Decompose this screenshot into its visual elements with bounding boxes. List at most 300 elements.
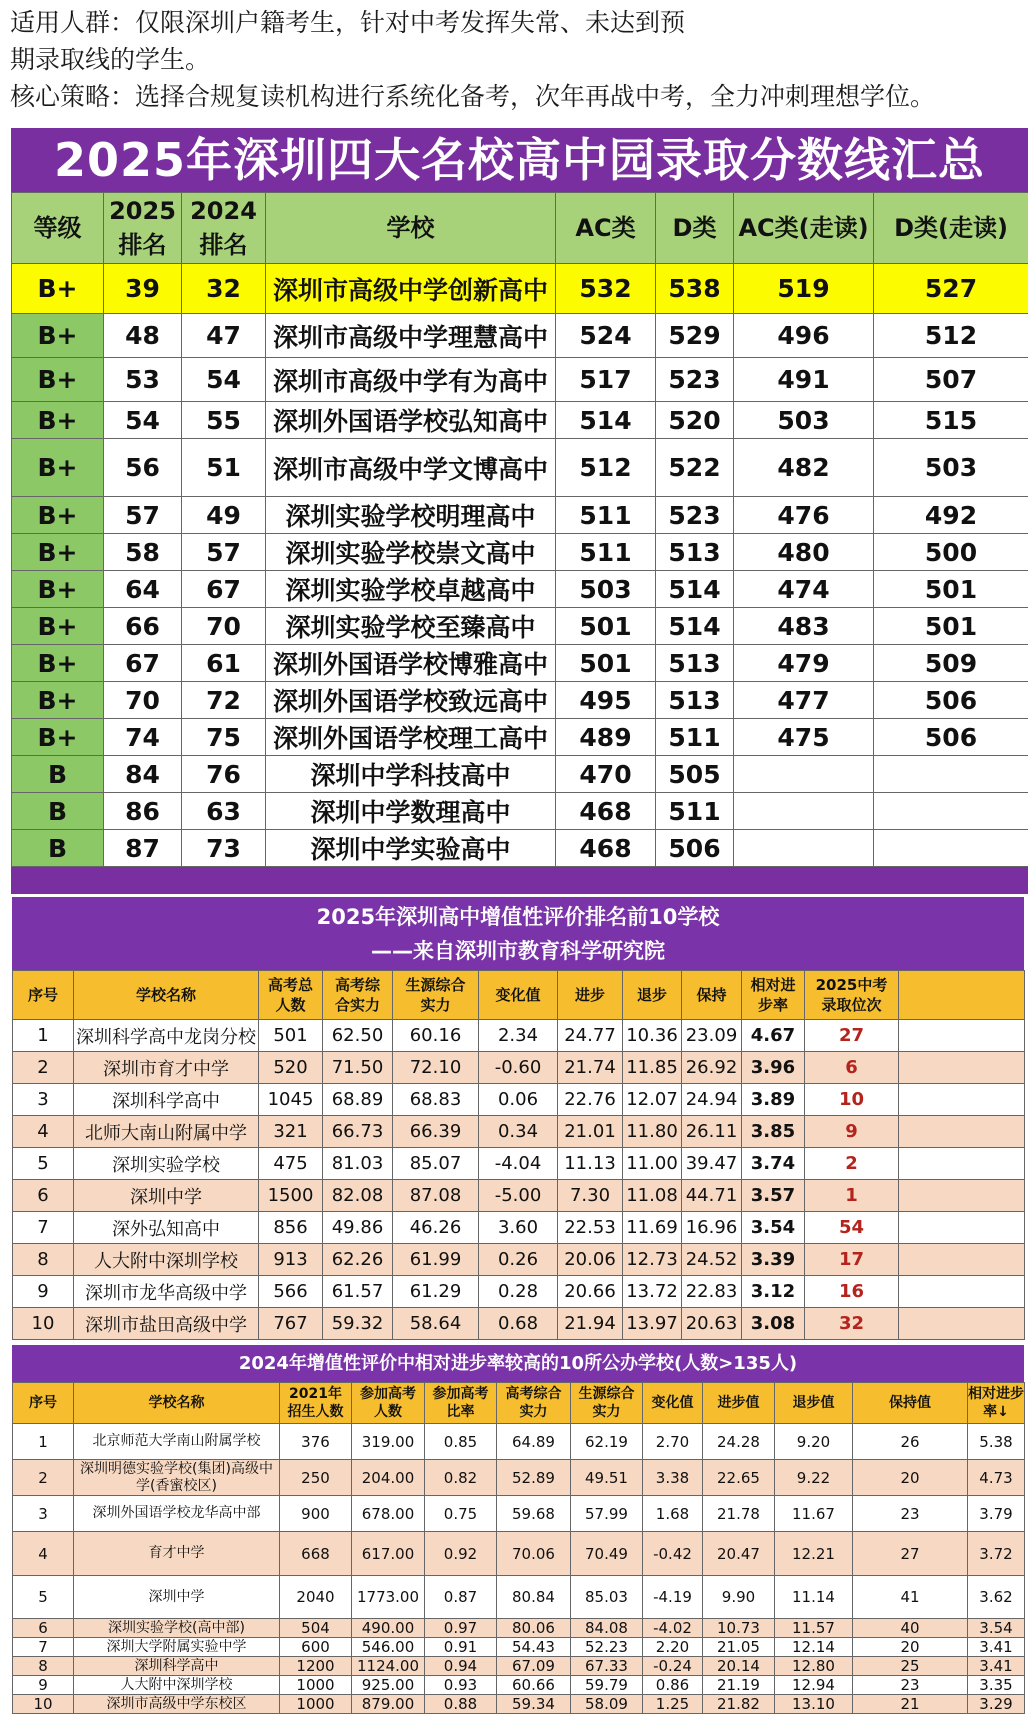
ac-score-cell: 503 [556, 571, 656, 608]
change-value-cell: -5.00 [479, 1180, 558, 1212]
school-name-cell: 深圳市高级中学有为高中 [266, 358, 556, 402]
relative-progress-rate-cell: 5.38 [968, 1424, 1025, 1460]
rank-2025-cell: 74 [104, 719, 182, 756]
school-name-cell: 深圳明德实验学校(集团)高级中学(香蜜校区) [74, 1460, 280, 1496]
exam-strength-cell: 62.26 [323, 1244, 393, 1276]
exam-ratio-cell: 0.92 [425, 1532, 497, 1576]
admission-row [12, 571, 1028, 608]
school-name-cell: 深圳中学 [74, 1576, 280, 1619]
relative-progress-rate-cell: 3.35 [968, 1676, 1025, 1695]
progress-cell: 22.53 [558, 1212, 623, 1244]
source-strength-cell: 46.26 [393, 1212, 479, 1244]
d-score-cell: 514 [656, 571, 734, 608]
keep-cell: 24.94 [682, 1084, 742, 1116]
rank-number-cell: 10 [13, 1695, 74, 1714]
relative-progress-rate-cell: 3.29 [968, 1695, 1025, 1714]
school-name-cell: 深外弘知高中 [74, 1212, 259, 1244]
relative-progress-rate-cell: 3.41 [968, 1638, 1025, 1657]
regress-cell: 12.80 [775, 1657, 853, 1676]
rank-2024-cell: 75 [182, 719, 266, 756]
rank-2025-cell: 86 [104, 793, 182, 830]
d-walk-score-cell [874, 830, 1028, 867]
exam-strength-cell: 52.89 [497, 1460, 571, 1496]
school-name-cell: 深圳实验学校卓越高中 [266, 571, 556, 608]
relative-progress-row [13, 1576, 1025, 1619]
rank-number-cell: 4 [13, 1532, 74, 1576]
enrollment-cell: 376 [280, 1424, 352, 1460]
progress-cell: 20.14 [703, 1657, 775, 1676]
ac-score-cell: 501 [556, 645, 656, 682]
rank-2025-cell: 48 [104, 314, 182, 358]
rank-number-cell: 1 [13, 1424, 74, 1460]
relative-progress-row [13, 1638, 1025, 1657]
rank-2025-cell: 54 [104, 402, 182, 439]
source-strength-cell: 72.10 [393, 1052, 479, 1084]
keep-cell: 23 [853, 1496, 968, 1532]
keep-cell: 40 [853, 1619, 968, 1638]
admission-row [12, 682, 1028, 719]
ac-score-cell: 511 [556, 497, 656, 534]
regress-cell: 11.80 [623, 1116, 682, 1148]
relative-progress-rate-cell: 3.72 [968, 1532, 1025, 1576]
school-name-cell: 深圳外国语学校弘知高中 [266, 402, 556, 439]
rank-2025-cell: 53 [104, 358, 182, 402]
d-score-cell: 513 [656, 645, 734, 682]
grade-cell: B+ [12, 534, 104, 571]
d-walk-score-cell: 515 [874, 402, 1028, 439]
admission-rank-cell: 17 [805, 1244, 899, 1276]
progress-cell: 24.28 [703, 1424, 775, 1460]
value-added-row [13, 1084, 1025, 1116]
admission-scores-panel [11, 128, 1028, 894]
progress-cell: 10.73 [703, 1619, 775, 1638]
change-value-cell: 1.25 [643, 1695, 703, 1714]
school-name-cell: 深圳市高级中学理慧高中 [266, 314, 556, 358]
t3-header-name: 学校名称 [74, 1383, 280, 1424]
value-added-row [13, 1212, 1025, 1244]
exam-strength-cell: 80.84 [497, 1576, 571, 1619]
ac-walk-score-cell: 477 [734, 682, 874, 719]
exam-ratio-cell: 0.97 [425, 1619, 497, 1638]
school-name-cell: 深圳实验学校(高中部) [74, 1619, 280, 1638]
blank-cell [899, 1116, 1025, 1148]
t2-header-progress: 进步 [558, 971, 623, 1020]
admission-scores-table [11, 192, 1028, 867]
relative-progress-rate-cell: 3.54 [742, 1212, 805, 1244]
d-walk-score-cell: 492 [874, 497, 1028, 534]
t3-header-comp: 高考综合 实力 [497, 1383, 571, 1424]
t3-header-change: 变化值 [643, 1383, 703, 1424]
blank-cell [899, 1084, 1025, 1116]
ac-score-cell: 511 [556, 534, 656, 571]
d-score-cell: 511 [656, 719, 734, 756]
exam-strength-cell: 68.89 [323, 1084, 393, 1116]
regress-cell: 12.21 [775, 1532, 853, 1576]
value-added-row [13, 1148, 1025, 1180]
admission-rank-cell: 54 [805, 1212, 899, 1244]
relative-progress-row [13, 1532, 1025, 1576]
blank-cell [899, 1180, 1025, 1212]
exam-strength-cell: 82.08 [323, 1180, 393, 1212]
rank-number-cell: 1 [13, 1020, 74, 1052]
enrollment-cell: 900 [280, 1496, 352, 1532]
blank-cell [899, 1308, 1025, 1340]
ac-walk-score-cell [734, 756, 874, 793]
t2-header-src: 生源综合 实力 [393, 971, 479, 1020]
exam-count-cell: 1045 [259, 1084, 323, 1116]
progress-cell: 20.47 [703, 1532, 775, 1576]
blank-cell [899, 1212, 1025, 1244]
relative-progress-row [13, 1657, 1025, 1676]
ac-walk-score-cell: 519 [734, 264, 874, 314]
intro-text [10, 4, 1020, 115]
school-name-cell: 深圳中学 [74, 1180, 259, 1212]
school-name-cell: 深圳市高级中学文博高中 [266, 439, 556, 497]
source-strength-cell: 60.16 [393, 1020, 479, 1052]
enrollment-cell: 600 [280, 1638, 352, 1657]
school-name-cell: 深圳实验学校崇文高中 [266, 534, 556, 571]
exam-ratio-cell: 0.93 [425, 1676, 497, 1695]
change-value-cell: 2.70 [643, 1424, 703, 1460]
source-strength-cell: 87.08 [393, 1180, 479, 1212]
t2-header-regress: 退步 [623, 971, 682, 1020]
d-score-cell: 523 [656, 358, 734, 402]
school-name-cell: 深圳实验学校至臻高中 [266, 608, 556, 645]
d-walk-score-cell: 501 [874, 608, 1028, 645]
d-score-cell: 538 [656, 264, 734, 314]
keep-cell: 23 [853, 1676, 968, 1695]
exam-strength-cell: 62.50 [323, 1020, 393, 1052]
ac-score-cell: 468 [556, 830, 656, 867]
intro-line-2: 期录取线的学生。 [10, 45, 211, 74]
relative-progress-table [12, 1382, 1025, 1714]
exam-strength-cell: 59.68 [497, 1496, 571, 1532]
exam-strength-cell: 71.50 [323, 1052, 393, 1084]
ac-score-cell: 512 [556, 439, 656, 497]
value-added-row [13, 1308, 1025, 1340]
rank-2024-cell: 72 [182, 682, 266, 719]
relative-progress-rate-cell: 3.57 [742, 1180, 805, 1212]
value-added-row [13, 1116, 1025, 1148]
rank-2025-cell: 84 [104, 756, 182, 793]
keep-cell: 20.63 [682, 1308, 742, 1340]
progress-cell: 20.66 [558, 1276, 623, 1308]
exam-strength-cell: 59.32 [323, 1308, 393, 1340]
school-name-cell: 深圳实验学校明理高中 [266, 497, 556, 534]
relative-progress-rate-cell: 3.79 [968, 1496, 1025, 1532]
grade-cell: B+ [12, 497, 104, 534]
value-added-row [13, 1180, 1025, 1212]
source-strength-cell: 84.08 [571, 1619, 643, 1638]
change-value-cell: -0.42 [643, 1532, 703, 1576]
exam-count-cell: 1124.00 [352, 1657, 425, 1676]
admission-row [12, 756, 1028, 793]
d-score-cell: 513 [656, 682, 734, 719]
source-strength-cell: 61.29 [393, 1276, 479, 1308]
d-score-cell: 513 [656, 534, 734, 571]
exam-count-cell: 475 [259, 1148, 323, 1180]
exam-strength-cell: 67.09 [497, 1657, 571, 1676]
rank-2025-cell: 64 [104, 571, 182, 608]
keep-cell: 39.47 [682, 1148, 742, 1180]
admission-row [12, 358, 1028, 402]
rank-2024-cell: 49 [182, 497, 266, 534]
exam-count-cell: 204.00 [352, 1460, 425, 1496]
enrollment-cell: 2040 [280, 1576, 352, 1619]
admission-rank-cell: 1 [805, 1180, 899, 1212]
relative-progress-rate-cell: 3.85 [742, 1116, 805, 1148]
ac-walk-score-cell: 503 [734, 402, 874, 439]
exam-count-cell: 321 [259, 1116, 323, 1148]
relative-progress-header-row [13, 1383, 1025, 1424]
rank-2025-cell: 39 [104, 264, 182, 314]
value-added-top10-table [12, 970, 1025, 1340]
ac-walk-score-cell: 491 [734, 358, 874, 402]
exam-count-cell: 879.00 [352, 1695, 425, 1714]
exam-strength-cell: 49.86 [323, 1212, 393, 1244]
rank-2025-cell: 56 [104, 439, 182, 497]
exam-count-cell: 490.00 [352, 1619, 425, 1638]
rank-number-cell: 7 [13, 1212, 74, 1244]
school-name-cell: 北师大南山附属中学 [74, 1116, 259, 1148]
change-value-cell: 0.68 [479, 1308, 558, 1340]
t2-header-rank: 2025中考 录取位次 [805, 971, 899, 1020]
school-name-cell: 深圳中学科技高中 [266, 756, 556, 793]
ac-walk-score-cell: 479 [734, 645, 874, 682]
ac-score-cell: 524 [556, 314, 656, 358]
source-strength-cell: 85.07 [393, 1148, 479, 1180]
enrollment-cell: 1000 [280, 1676, 352, 1695]
relative-progress-row [13, 1676, 1025, 1695]
value-added-title-line2: ——来自深圳市教育科学研究院 [371, 939, 665, 963]
grade-cell: B+ [12, 571, 104, 608]
relative-progress-rate-cell: 4.67 [742, 1020, 805, 1052]
d-score-cell: 506 [656, 830, 734, 867]
rank-number-cell: 3 [13, 1496, 74, 1532]
progress-cell: 21.74 [558, 1052, 623, 1084]
progress-cell: 21.01 [558, 1116, 623, 1148]
t2-header-blank [899, 971, 1025, 1020]
relative-progress-rate-cell: 3.08 [742, 1308, 805, 1340]
d-walk-score-cell [874, 756, 1028, 793]
header-grade: 等级 [12, 193, 104, 264]
exam-strength-cell: 60.66 [497, 1676, 571, 1695]
progress-cell: 22.65 [703, 1460, 775, 1496]
progress-cell: 21.19 [703, 1676, 775, 1695]
ac-score-cell: 501 [556, 608, 656, 645]
value-added-title-line1: 2025年深圳高中增值性评价排名前10学校 [316, 905, 720, 929]
header-rank-2025: 2025 排名 [104, 193, 182, 264]
relative-progress-rate-cell: 3.12 [742, 1276, 805, 1308]
school-name-cell: 深圳市龙华高级中学 [74, 1276, 259, 1308]
exam-count-cell: 546.00 [352, 1638, 425, 1657]
rank-number-cell: 5 [13, 1148, 74, 1180]
grade-cell: B+ [12, 719, 104, 756]
change-value-cell: 1.68 [643, 1496, 703, 1532]
admission-row [12, 264, 1028, 314]
relative-progress-row [13, 1424, 1025, 1460]
progress-cell: 21.78 [703, 1496, 775, 1532]
t3-header-no: 序号 [13, 1383, 74, 1424]
admission-rank-cell: 2 [805, 1148, 899, 1180]
keep-cell: 27 [853, 1532, 968, 1576]
relative-progress-row [13, 1496, 1025, 1532]
rank-number-cell: 2 [13, 1460, 74, 1496]
t3-header-rate: 相对进步 率↓ [968, 1383, 1025, 1424]
blank-cell [899, 1276, 1025, 1308]
admission-row [12, 608, 1028, 645]
admission-row [12, 314, 1028, 358]
rank-2025-cell: 87 [104, 830, 182, 867]
grade-cell: B+ [12, 402, 104, 439]
t3-header-ratio: 参加高考 比率 [425, 1383, 497, 1424]
change-value-cell: 0.34 [479, 1116, 558, 1148]
source-strength-cell: 70.49 [571, 1532, 643, 1576]
regress-cell: 11.69 [623, 1212, 682, 1244]
change-value-cell: -4.02 [643, 1619, 703, 1638]
d-walk-score-cell: 506 [874, 682, 1028, 719]
rank-2025-cell: 70 [104, 682, 182, 719]
rank-2024-cell: 70 [182, 608, 266, 645]
t3-header-enroll: 2021年 招生人数 [280, 1383, 352, 1424]
school-name-cell: 深圳外国语学校龙华高中部 [74, 1496, 280, 1532]
change-value-cell: 2.20 [643, 1638, 703, 1657]
rank-2024-cell: 32 [182, 264, 266, 314]
relative-progress-rate-cell: 3.89 [742, 1084, 805, 1116]
regress-cell: 13.97 [623, 1308, 682, 1340]
value-added-top10-title [12, 897, 1024, 970]
rank-2024-cell: 51 [182, 439, 266, 497]
ac-score-cell: 470 [556, 756, 656, 793]
change-value-cell: -0.60 [479, 1052, 558, 1084]
progress-cell: 22.76 [558, 1084, 623, 1116]
keep-cell: 44.71 [682, 1180, 742, 1212]
exam-strength-cell: 66.73 [323, 1116, 393, 1148]
keep-cell: 22.83 [682, 1276, 742, 1308]
school-name-cell: 深圳科学高中 [74, 1084, 259, 1116]
keep-cell: 21 [853, 1695, 968, 1714]
source-strength-cell: 57.99 [571, 1496, 643, 1532]
change-value-cell: 3.38 [643, 1460, 703, 1496]
value-added-header-row [13, 971, 1025, 1020]
regress-cell: 13.72 [623, 1276, 682, 1308]
t3-header-src: 生源综合 实力 [571, 1383, 643, 1424]
regress-cell: 12.14 [775, 1638, 853, 1657]
d-score-cell: 514 [656, 608, 734, 645]
keep-cell: 26.11 [682, 1116, 742, 1148]
school-name-cell: 人大附中深圳学校 [74, 1244, 259, 1276]
relative-progress-rate-cell: 4.73 [968, 1460, 1025, 1496]
exam-strength-cell: 59.34 [497, 1695, 571, 1714]
keep-cell: 20 [853, 1638, 968, 1657]
source-strength-cell: 58.64 [393, 1308, 479, 1340]
t2-header-rate: 相对进 步率 [742, 971, 805, 1020]
source-strength-cell: 62.19 [571, 1424, 643, 1460]
t3-header-keep: 保持值 [853, 1383, 968, 1424]
rank-number-cell: 6 [13, 1180, 74, 1212]
progress-cell: 21.82 [703, 1695, 775, 1714]
admission-row [12, 534, 1028, 571]
t2-header-name: 学校名称 [74, 971, 259, 1020]
keep-cell: 41 [853, 1576, 968, 1619]
regress-cell: 11.57 [775, 1619, 853, 1638]
d-score-cell: 520 [656, 402, 734, 439]
progress-cell: 20.06 [558, 1244, 623, 1276]
rank-number-cell: 2 [13, 1052, 74, 1084]
d-walk-score-cell: 509 [874, 645, 1028, 682]
rank-number-cell: 9 [13, 1676, 74, 1695]
school-name-cell: 深圳大学附属实验中学 [74, 1638, 280, 1657]
school-name-cell: 北京师范大学南山附属学校 [74, 1424, 280, 1460]
exam-ratio-cell: 0.94 [425, 1657, 497, 1676]
grade-cell: B [12, 793, 104, 830]
grade-cell: B+ [12, 682, 104, 719]
blank-cell [899, 1148, 1025, 1180]
d-walk-score-cell: 501 [874, 571, 1028, 608]
change-value-cell: 0.28 [479, 1276, 558, 1308]
exam-count-cell: 566 [259, 1276, 323, 1308]
source-strength-cell: 85.03 [571, 1576, 643, 1619]
exam-strength-cell: 64.89 [497, 1424, 571, 1460]
source-strength-cell: 52.23 [571, 1638, 643, 1657]
d-walk-score-cell: 500 [874, 534, 1028, 571]
admission-rank-cell: 27 [805, 1020, 899, 1052]
exam-ratio-cell: 0.75 [425, 1496, 497, 1532]
d-score-cell: 523 [656, 497, 734, 534]
admission-row [12, 497, 1028, 534]
ac-score-cell: 489 [556, 719, 656, 756]
rank-2024-cell: 47 [182, 314, 266, 358]
relative-progress-rate-cell: 3.54 [968, 1619, 1025, 1638]
relative-progress-rate-cell: 3.74 [742, 1148, 805, 1180]
rank-2025-cell: 57 [104, 497, 182, 534]
exam-count-cell: 501 [259, 1020, 323, 1052]
exam-count-cell: 319.00 [352, 1424, 425, 1460]
ac-score-cell: 517 [556, 358, 656, 402]
rank-number-cell: 10 [13, 1308, 74, 1340]
school-name-cell: 深圳外国语学校致远高中 [266, 682, 556, 719]
grade-cell: B+ [12, 608, 104, 645]
source-strength-cell: 61.99 [393, 1244, 479, 1276]
grade-cell: B+ [12, 314, 104, 358]
regress-cell: 11.14 [775, 1576, 853, 1619]
rank-2024-cell: 61 [182, 645, 266, 682]
change-value-cell: 0.06 [479, 1084, 558, 1116]
d-score-cell: 505 [656, 756, 734, 793]
source-strength-cell: 49.51 [571, 1460, 643, 1496]
keep-cell: 25 [853, 1657, 968, 1676]
rank-number-cell: 8 [13, 1657, 74, 1676]
regress-cell: 12.07 [623, 1084, 682, 1116]
school-name-cell: 深圳中学数理高中 [266, 793, 556, 830]
t2-header-keep: 保持 [682, 971, 742, 1020]
source-strength-cell: 59.79 [571, 1676, 643, 1695]
school-name-cell: 深圳市高级中学创新高中 [266, 264, 556, 314]
change-value-cell: 0.86 [643, 1676, 703, 1695]
regress-cell: 11.85 [623, 1052, 682, 1084]
relative-progress-title: 2024年增值性评价中相对进步率较高的10所公办学校(人数>135人) [12, 1345, 1024, 1382]
keep-cell: 26 [853, 1424, 968, 1460]
school-name-cell: 深圳科学高中龙岗分校 [74, 1020, 259, 1052]
blank-cell [899, 1244, 1025, 1276]
admission-row [12, 830, 1028, 867]
rank-2024-cell: 63 [182, 793, 266, 830]
header-d-walk: D类(走读) [874, 193, 1028, 264]
rank-2025-cell: 67 [104, 645, 182, 682]
t3-header-progress: 进步值 [703, 1383, 775, 1424]
value-added-row [13, 1244, 1025, 1276]
relative-progress-rate-cell: 3.96 [742, 1052, 805, 1084]
